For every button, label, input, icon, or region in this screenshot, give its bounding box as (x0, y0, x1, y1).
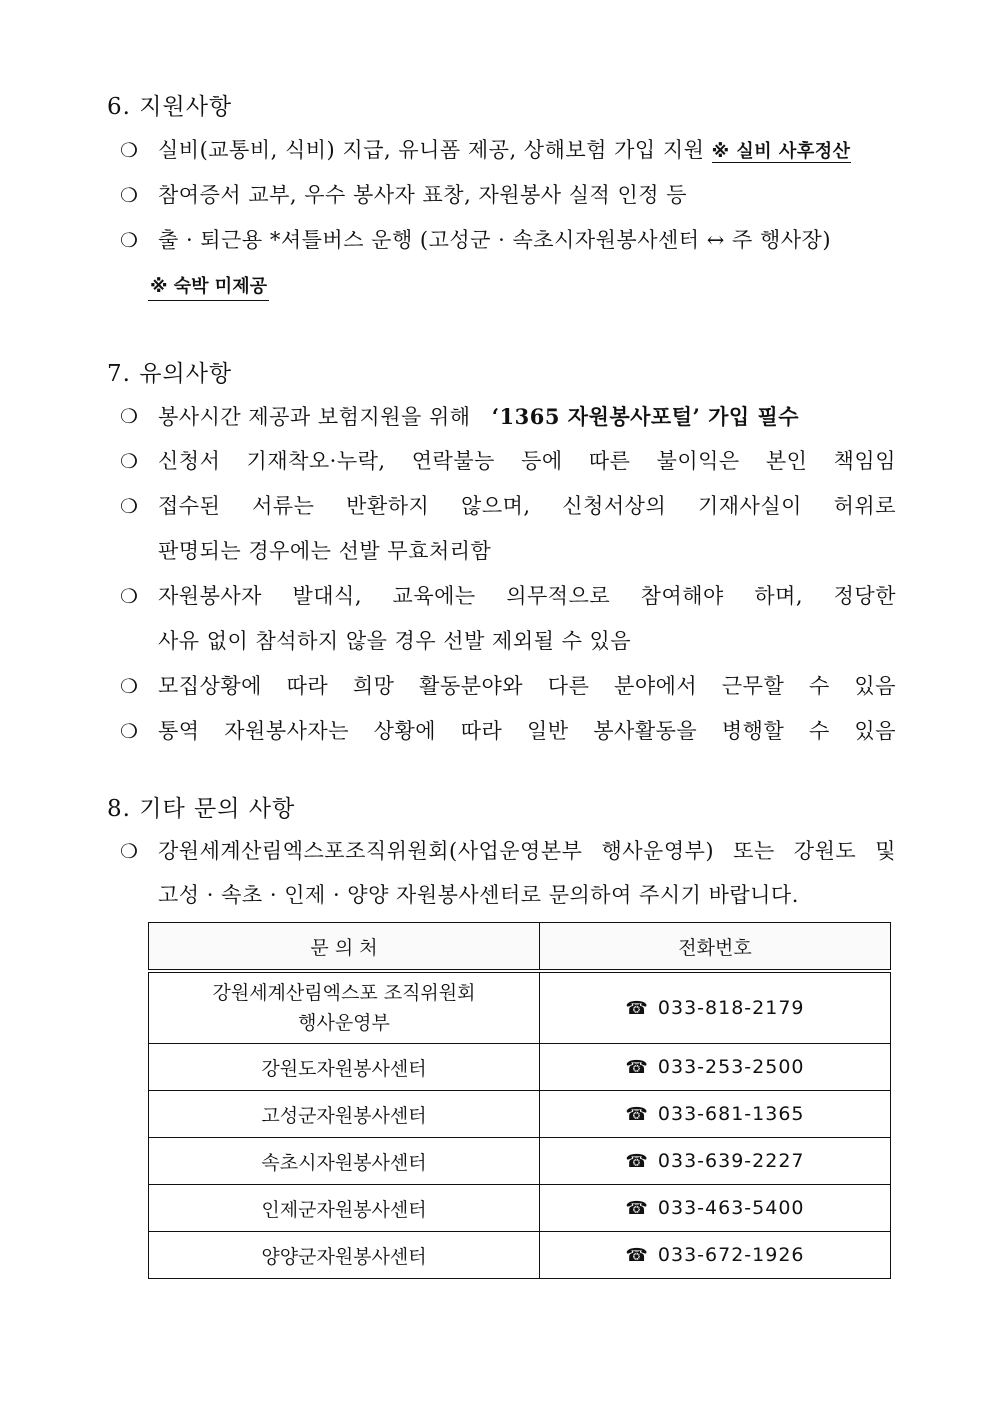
phone-icon: ☎ (625, 1104, 648, 1125)
list-item (120, 829, 896, 874)
phone-number: 033-253-2500 (657, 1056, 805, 1078)
table-row (149, 1185, 891, 1232)
org-name: 고성군자원봉사센터 (149, 1091, 540, 1138)
phone-number: 033-818-2179 (657, 996, 805, 1019)
section-6-title: 6. 지원사항 (107, 94, 233, 120)
phone-icon: ☎ (625, 1057, 648, 1078)
list-item (120, 394, 896, 440)
portal-required-text: ‘1365 자원봉사포털’ 가입 필수 (491, 404, 800, 429)
header-phone: 전화번호 (540, 923, 891, 972)
table-header-row (149, 923, 891, 972)
table-row (149, 1138, 891, 1185)
item-text: 자원봉사자 발대식, 교육에는 의무적으로 참여해야 하며, 정당한 (158, 584, 896, 608)
list-item (120, 574, 896, 619)
phone-icon: ☎ (625, 997, 648, 1019)
list-item (120, 173, 896, 218)
list-item (120, 439, 896, 484)
list-item (120, 664, 896, 709)
item-text-continued: 사유 없이 참석하지 않을 경우 선발 제외될 수 있음 (158, 629, 632, 653)
phone-cell (540, 1044, 891, 1091)
item-text: 통역 자원봉사자는 상황에 따라 일반 봉사활동을 병행할 수 있음 (158, 719, 896, 743)
item-text: 참여증서 교부, 우수 봉사자 표창, 자원봉사 실적 인정 등 (158, 183, 688, 207)
org-cell (149, 971, 540, 1044)
bullet-icon: ❍ (120, 494, 138, 518)
item-text: 실비(교통비, 식비) 지급, 유니폼 제공, 상해보험 가입 지원 (158, 138, 705, 162)
item-text: 접수된 서류는 반환하지 않으며, 신청서상의 기재사실이 허위로 (158, 494, 896, 518)
list-item (120, 218, 896, 263)
org-name: 인제군자원봉사센터 (149, 1185, 540, 1232)
phone-cell (540, 1091, 891, 1138)
bullet-icon: ❍ (120, 719, 138, 743)
org-name-line1: 강원세계산림엑스포 조직위원회 (212, 982, 476, 1004)
contact-table (148, 922, 891, 1279)
item-text: 신청서 기재착오·누락, 연락불능 등에 따른 불이익은 본인 책임임 (158, 449, 896, 473)
bullet-icon: ❍ (120, 138, 138, 162)
bullet-icon: ❍ (120, 674, 138, 698)
phone-number: 033-639-2227 (657, 1150, 805, 1172)
phone-cell (540, 1185, 891, 1232)
phone-icon: ☎ (625, 1151, 648, 1172)
table-row (149, 1044, 891, 1091)
section-7-title: 7. 유의사항 (107, 361, 233, 387)
org-name: 속초시자원봉사센터 (149, 1138, 540, 1185)
section-8-title: 8. 기타 문의 사항 (107, 796, 296, 822)
table-row (149, 971, 891, 1044)
bullet-icon: ❍ (120, 404, 138, 428)
phone-number: 033-672-1926 (657, 1244, 805, 1266)
list-item (120, 709, 896, 754)
phone-cell (540, 1138, 891, 1185)
phone-icon: ☎ (625, 1245, 648, 1266)
phone-number: 033-681-1365 (657, 1103, 805, 1125)
table-row (149, 1091, 891, 1138)
header-contact: 문 의 처 (149, 923, 540, 972)
phone-cell (540, 1232, 891, 1279)
bullet-icon: ❍ (120, 449, 138, 473)
bullet-icon: ❍ (120, 228, 138, 252)
item-text: 강원세계산림엑스포조직위원회(사업운영본부 행사운영부) 또는 강원도 및 (158, 839, 896, 863)
item-text-continued: 판명되는 경우에는 선발 무효처리함 (158, 539, 492, 563)
phone-cell (540, 971, 891, 1044)
bullet-icon: ❍ (120, 584, 138, 608)
table-row (149, 1232, 891, 1279)
bullet-icon: ❍ (120, 839, 138, 863)
item-text-continued: 고성 · 속초 · 인제 · 양양 자원봉사센터로 문의하여 주시기 바랍니다. (158, 883, 799, 907)
lodging-note: ※ 숙박 미제공 (148, 272, 269, 301)
list-item (120, 128, 896, 174)
item-text: 봉사시간 제공과 보험지원을 위해 (158, 405, 471, 429)
org-name-line2: 행사운영부 (298, 1012, 390, 1034)
item-text: 출 · 퇴근용 *셔틀버스 운행 (고성군 · 속초시자원봉사센터 ↔ 주 행사장) (158, 228, 832, 252)
org-name: 양양군자원봉사센터 (149, 1232, 540, 1279)
bullet-icon: ❍ (120, 183, 138, 207)
list-item (120, 484, 896, 529)
phone-number: 033-463-5400 (657, 1197, 805, 1219)
settlement-note: ※ 실비 사후정산 (711, 141, 851, 162)
org-name: 강원도자원봉사센터 (149, 1044, 540, 1091)
phone-icon: ☎ (625, 1198, 648, 1219)
item-text: 모집상황에 따라 희망 활동분야와 다른 분야에서 근무할 수 있음 (158, 674, 896, 698)
